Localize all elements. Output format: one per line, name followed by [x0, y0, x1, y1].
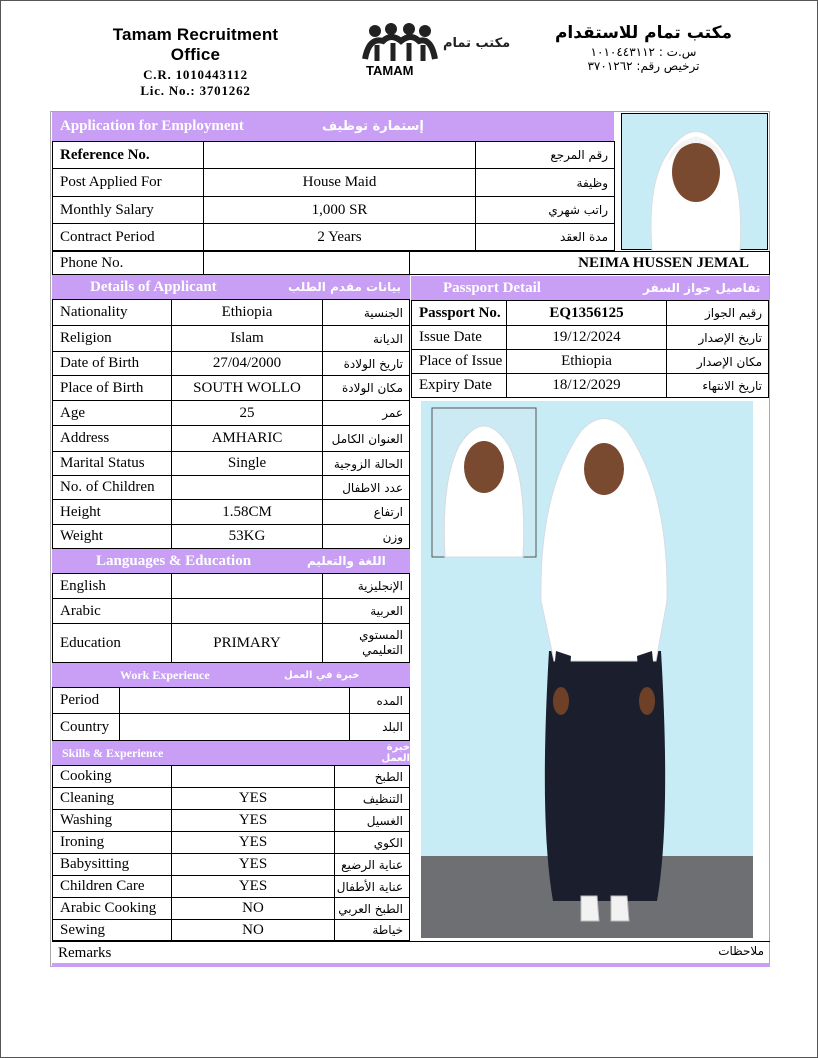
footer-bar: [52, 963, 770, 967]
phone-value: [203, 251, 410, 275]
work-title-en: Work Experience: [120, 667, 210, 682]
row-label-ar: التنظيف: [334, 787, 410, 810]
application-title-en: Application for Employment: [60, 118, 244, 134]
row-label-ar: رقيم الجواز: [666, 300, 769, 326]
remarks-label-ar: ملاحظات: [718, 944, 764, 958]
row-label-ar: المده: [349, 687, 410, 714]
row-value: YES: [171, 809, 335, 832]
row-label: Country: [52, 713, 120, 741]
row-label: Height: [52, 499, 172, 525]
row-label-ar: مكان الولادة: [322, 375, 410, 401]
row-label: Place of Birth: [52, 375, 172, 401]
row-label: Education: [52, 623, 172, 663]
row-label: Washing: [52, 809, 172, 832]
cr-number-ar: س.ت : ١٠١٠٤٤٣١١٢: [590, 45, 697, 59]
row-value: [203, 141, 476, 169]
row-label: Cooking: [52, 765, 172, 788]
row-label-ar: وزن: [322, 524, 410, 549]
applicant-title-bar: [52, 275, 410, 299]
row-label-ar: المستوي التعليمي: [322, 623, 410, 663]
row-value: Ethiopia: [171, 299, 323, 326]
row-label: Weight: [52, 524, 172, 549]
row-label: Expiry Date: [411, 373, 507, 398]
row-value: House Maid: [203, 168, 476, 197]
languages-title-bar: [52, 549, 410, 573]
row-label: Post Applied For: [52, 168, 204, 197]
row-label-ar: الجنسية: [322, 299, 410, 326]
office-header-arabic: [531, 23, 756, 73]
row-label: Arabic Cooking: [52, 897, 172, 920]
cr-number-en: C.R. 1010443112: [143, 67, 248, 82]
application-title-ar: إستمارة توظيف: [322, 119, 424, 134]
license-number-ar: ترخيص رقم: ٣٧٠١٢٦٢: [587, 59, 700, 73]
row-label-ar: مدة العقد: [475, 223, 615, 251]
row-label-ar: عناية الأطفال: [334, 875, 410, 898]
row-value: 18/12/2029: [506, 373, 667, 398]
row-label: Period: [52, 687, 120, 714]
row-value: 2 Years: [203, 223, 476, 251]
row-value: YES: [171, 875, 335, 898]
row-label-ar: الديانة: [322, 325, 410, 352]
row-label-ar: الغسيل: [334, 809, 410, 832]
row-label-ar: رقم المرجع: [475, 141, 615, 169]
row-label: Issue Date: [411, 325, 507, 350]
phone-label: Phone No.: [52, 251, 204, 275]
row-label: Contract Period: [52, 223, 204, 251]
passport-title-en: Passport Detail: [443, 279, 541, 296]
row-label-ar: الحالة الزوجية: [322, 451, 410, 476]
row-value: Islam: [171, 325, 323, 352]
row-label: No. of Children: [52, 475, 172, 500]
row-value: 27/04/2000: [171, 351, 323, 376]
row-label-ar: ارتفاع: [322, 499, 410, 525]
row-value: NO: [171, 897, 335, 920]
remarks-row: [52, 941, 770, 963]
row-label-ar: العنوان الكامل: [322, 425, 410, 452]
row-value: 19/12/2024: [506, 325, 667, 350]
remarks-label: Remarks: [58, 945, 112, 961]
row-label-ar: خياطة: [334, 919, 410, 941]
row-value: YES: [171, 831, 335, 854]
full-body-photo: [421, 401, 753, 938]
row-value: 1.58CM: [171, 499, 323, 525]
row-value: Ethiopia: [506, 349, 667, 374]
logo-word: TAMAM: [366, 63, 414, 78]
passport-title-bar: [411, 276, 769, 300]
row-label: Monthly Salary: [52, 196, 204, 224]
office-name-ar: مكتب تمام للاستقدام: [554, 23, 733, 43]
row-label: Place of Issue: [411, 349, 507, 374]
row-value: [171, 573, 323, 599]
logo-arabic-text: مكتب تمام: [443, 36, 511, 51]
skills-title-ar: خبرة العمل: [381, 742, 410, 764]
row-label: Babysitting: [52, 853, 172, 876]
row-label-ar: عدد الاطفال: [322, 475, 410, 500]
passport-title-ar: تفاصيل جواز السفر: [643, 281, 761, 295]
row-label-ar: راتب شهري: [475, 196, 615, 224]
row-value: SOUTH WOLLO: [171, 375, 323, 401]
skills-title-bar: [52, 741, 410, 765]
row-value: PRIMARY: [171, 623, 323, 663]
application-title-bar: [52, 112, 614, 141]
row-label-ar: تاريخ الانتهاء: [666, 373, 769, 398]
row-value: EQ1356125: [506, 300, 667, 326]
languages-title-ar: اللغة والتعليم: [307, 554, 386, 568]
row-label-ar: العربية: [322, 598, 410, 624]
languages-title-en: Languages & Education: [96, 552, 252, 569]
office-name-en: Tamam Recruitment Office: [112, 25, 279, 64]
row-value: [119, 687, 350, 714]
work-title-ar: خبرة في العمل: [284, 669, 360, 681]
row-value: [171, 598, 323, 624]
row-label: Address: [52, 425, 172, 452]
row-label: Marital Status: [52, 451, 172, 476]
work-title-bar: [52, 663, 410, 687]
row-label-ar: الإنجليزية: [322, 573, 410, 599]
row-label: Sewing: [52, 919, 172, 941]
row-value: AMHARIC: [171, 425, 323, 452]
row-value: 25: [171, 400, 323, 426]
row-label-ar: عناية الرضيع: [334, 853, 410, 876]
row-label: Arabic: [52, 598, 172, 624]
office-header-english: [93, 25, 298, 99]
row-label-ar: البلد: [349, 713, 410, 741]
applicant-full-name: NEIMA HUSSEN JEMAL: [409, 251, 770, 275]
row-value: Single: [171, 451, 323, 476]
row-label: Religion: [52, 325, 172, 352]
license-number-en: Lic. No.: 3701262: [140, 83, 251, 98]
row-label-ar: الطبخ العربي: [334, 897, 410, 920]
full-body-figure-icon: [421, 401, 753, 938]
row-label-ar: الكوي: [334, 831, 410, 854]
row-value: YES: [171, 853, 335, 876]
row-value: [171, 765, 335, 788]
row-label: Age: [52, 400, 172, 426]
row-label-ar: عمر: [322, 400, 410, 426]
portrait-photo: [621, 113, 768, 250]
row-value: 1,000 SR: [203, 196, 476, 224]
row-label-ar: تاريخ الولادة: [322, 351, 410, 376]
applicant-title-en: Details of Applicant: [90, 278, 217, 295]
row-label: Reference No.: [52, 141, 204, 169]
row-label-ar: مكان الإصدار: [666, 349, 769, 374]
row-value: [119, 713, 350, 741]
row-label: Ironing: [52, 831, 172, 854]
row-value: NO: [171, 919, 335, 941]
portrait-figure-icon: [622, 114, 769, 251]
row-label: Children Care: [52, 875, 172, 898]
row-value: 53KG: [171, 524, 323, 549]
row-label: Nationality: [52, 299, 172, 326]
row-label: Passport No.: [411, 300, 507, 326]
row-label: Cleaning: [52, 787, 172, 810]
row-label-ar: تاريخ الإصدار: [666, 325, 769, 350]
row-label: English: [52, 573, 172, 599]
row-value: [171, 475, 323, 500]
skills-title-en: Skills & Experience: [62, 745, 164, 760]
row-label-ar: وظيفة: [475, 168, 615, 197]
row-value: YES: [171, 787, 335, 810]
row-label-ar: الطبخ: [334, 765, 410, 788]
row-label: Date of Birth: [52, 351, 172, 376]
applicant-title-ar: بيانات مقدم الطلب: [288, 280, 402, 294]
